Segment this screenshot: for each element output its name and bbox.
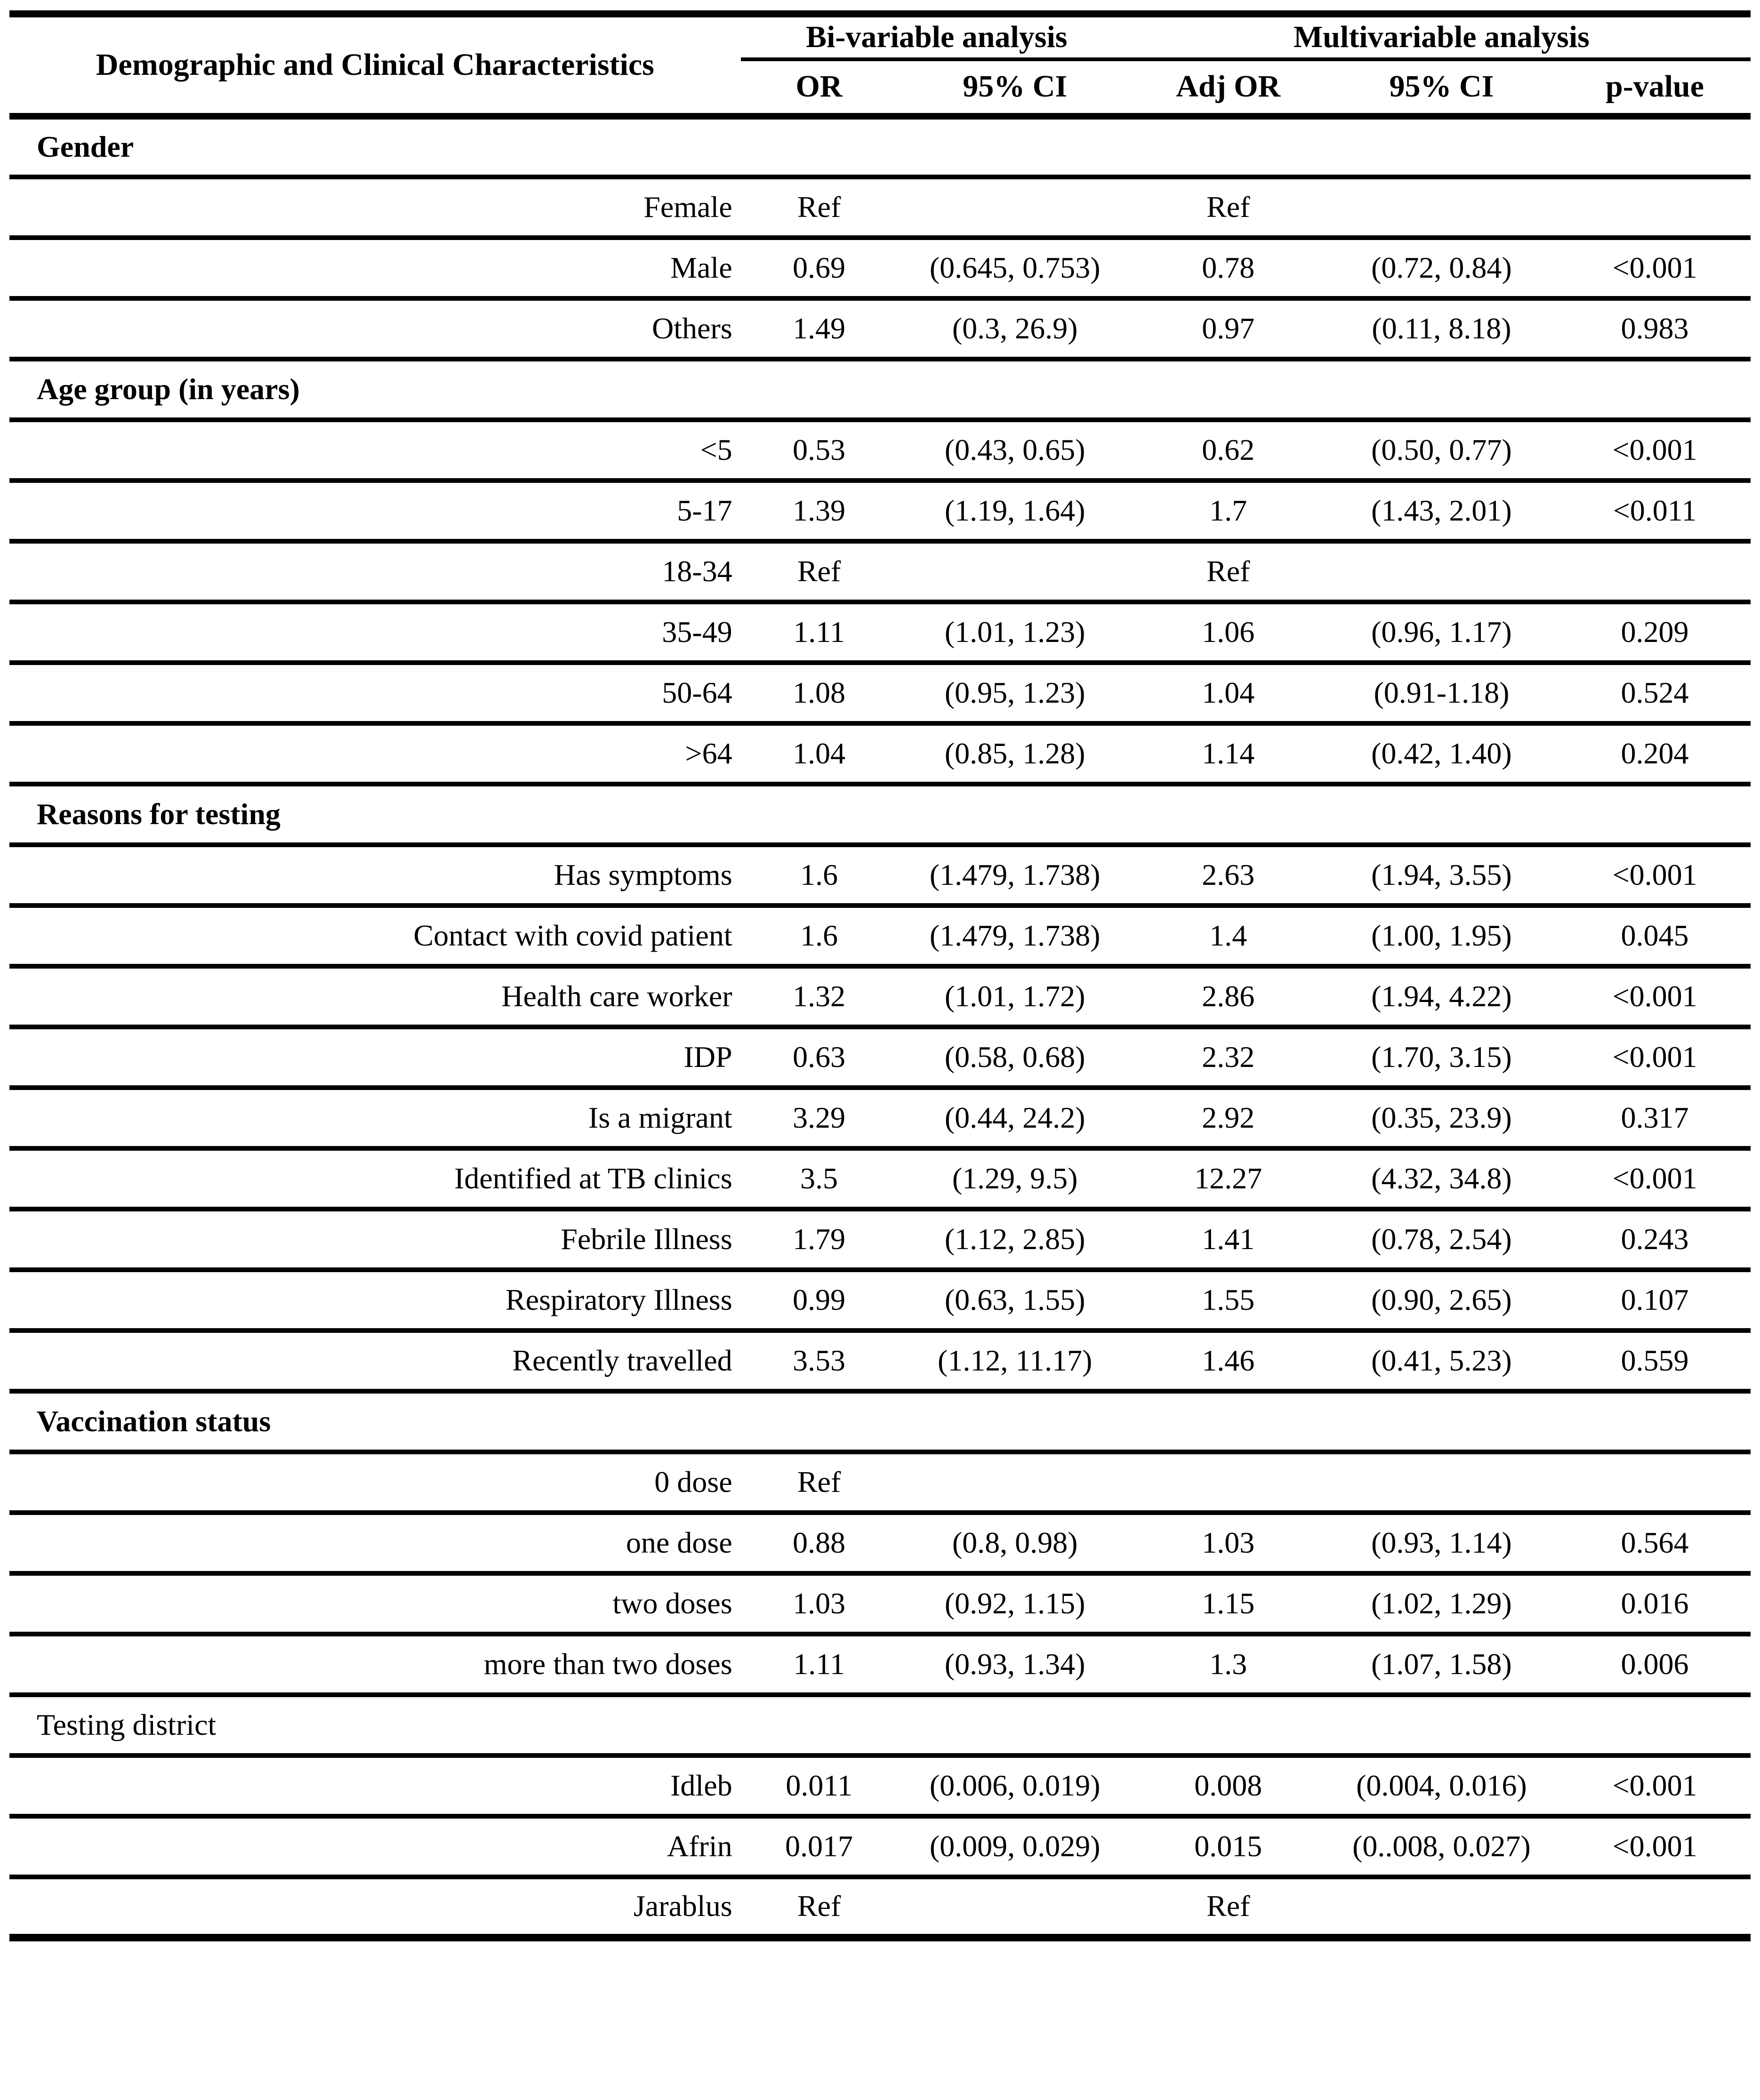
or-cell: 0.88 [741, 1513, 898, 1573]
ci-cell: (1.29, 9.5) [898, 1148, 1133, 1209]
p-value-cell: <0.001 [1559, 1027, 1751, 1088]
table-row [9, 1088, 1751, 1148]
table-row [9, 177, 1751, 238]
p-value-cell: 0.006 [1559, 1634, 1751, 1695]
row-label-cell: IDP [9, 1027, 741, 1088]
section-row [9, 116, 1751, 177]
table-row [9, 1270, 1751, 1331]
adj-or-cell: 2.86 [1133, 966, 1324, 1027]
table-row [9, 1634, 1751, 1695]
p-value-cell: <0.001 [1559, 845, 1751, 906]
adj-or-cell: 1.03 [1133, 1513, 1324, 1573]
adj-ci-cell: (0.35, 23.9) [1324, 1088, 1559, 1148]
adj-ci-cell [1324, 1452, 1559, 1513]
row-label-cell: Recently travelled [9, 1331, 741, 1391]
adj-or-cell: 1.46 [1133, 1331, 1324, 1391]
ci-cell: (0.006, 0.019) [898, 1755, 1133, 1816]
table-row [9, 602, 1751, 663]
or-cell: 0.69 [741, 238, 898, 298]
ci-cell [898, 541, 1133, 602]
row-label-cell: Contact with covid patient [9, 906, 741, 966]
ci-cell: (0.58, 0.68) [898, 1027, 1133, 1088]
multivariable-group-header: Multivariable analysis [1133, 14, 1751, 59]
adj-or-cell: 1.4 [1133, 906, 1324, 966]
table-row [9, 1209, 1751, 1270]
p-value-cell: 0.559 [1559, 1331, 1751, 1391]
adj-ci-cell: (0.96, 1.17) [1324, 602, 1559, 663]
p-value-cell: <0.001 [1559, 1148, 1751, 1209]
p-value-cell: 0.524 [1559, 663, 1751, 723]
row-label-cell: more than two doses [9, 1634, 741, 1695]
p-value-cell: <0.001 [1559, 1816, 1751, 1877]
row-label-cell: Male [9, 238, 741, 298]
p-value-cell: 0.204 [1559, 723, 1751, 784]
row-label-cell: Has symptoms [9, 845, 741, 906]
table-row [9, 1148, 1751, 1209]
or-cell: 1.79 [741, 1209, 898, 1270]
adj-or-cell: 0.62 [1133, 420, 1324, 481]
adj-or-cell: 1.06 [1133, 602, 1324, 663]
adj-ci-cell [1324, 541, 1559, 602]
table-body [9, 116, 1751, 1938]
ci-header-multivariable: 95% CI [1324, 59, 1559, 116]
or-cell: Ref [741, 541, 898, 602]
adj-or-cell: 2.63 [1133, 845, 1324, 906]
p-value-cell: <0.011 [1559, 481, 1751, 541]
ci-cell: (0.93, 1.34) [898, 1634, 1133, 1695]
row-label-cell: one dose [9, 1513, 741, 1573]
adj-or-cell: 2.32 [1133, 1027, 1324, 1088]
table-row [9, 298, 1751, 359]
table-row [9, 723, 1751, 784]
or-cell: 0.011 [741, 1755, 898, 1816]
adj-or-cell: 2.92 [1133, 1088, 1324, 1148]
row-label-cell: <5 [9, 420, 741, 481]
row-label-cell: Respiratory Illness [9, 1270, 741, 1331]
p-value-cell: 0.045 [1559, 906, 1751, 966]
adj-ci-cell: (1.70, 3.15) [1324, 1027, 1559, 1088]
row-label-cell: 35-49 [9, 602, 741, 663]
ci-cell: (1.12, 2.85) [898, 1209, 1133, 1270]
adj-ci-cell: (0.72, 0.84) [1324, 238, 1559, 298]
row-label-cell: Febrile Illness [9, 1209, 741, 1270]
ci-cell: (0.63, 1.55) [898, 1270, 1133, 1331]
row-label-cell: Health care worker [9, 966, 741, 1027]
adj-or-cell: 1.41 [1133, 1209, 1324, 1270]
or-cell: 1.11 [741, 602, 898, 663]
ci-cell [898, 1877, 1133, 1938]
adj-or-cell: Ref [1133, 541, 1324, 602]
table-row [9, 1816, 1751, 1877]
row-label-cell: Afrin [9, 1816, 741, 1877]
table-row [9, 845, 1751, 906]
or-cell: Ref [741, 1452, 898, 1513]
or-cell: 0.63 [741, 1027, 898, 1088]
or-header: OR [741, 59, 898, 116]
ci-cell [898, 177, 1133, 238]
section-label: Gender [9, 116, 1751, 177]
adj-ci-cell: (0.42, 1.40) [1324, 723, 1559, 784]
ci-cell: (0.92, 1.15) [898, 1573, 1133, 1634]
adj-or-cell: 12.27 [1133, 1148, 1324, 1209]
analysis-table [9, 10, 1751, 1941]
p-value-cell: 0.317 [1559, 1088, 1751, 1148]
section-row [9, 1695, 1751, 1755]
adj-or-cell: 1.3 [1133, 1634, 1324, 1695]
ci-cell: (0.8, 0.98) [898, 1513, 1133, 1573]
adj-or-cell [1133, 1452, 1324, 1513]
characteristics-header: Demographic and Clinical Characteristics [9, 14, 741, 116]
or-cell: 1.6 [741, 906, 898, 966]
ci-cell: (1.479, 1.738) [898, 906, 1133, 966]
adj-ci-cell: (0.93, 1.14) [1324, 1513, 1559, 1573]
adj-or-cell: 1.55 [1133, 1270, 1324, 1331]
p-value-cell: 0.209 [1559, 602, 1751, 663]
row-label-cell: 50-64 [9, 663, 741, 723]
adj-ci-cell: (1.00, 1.95) [1324, 906, 1559, 966]
or-cell: 1.6 [741, 845, 898, 906]
adj-ci-cell: (0..008, 0.027) [1324, 1816, 1559, 1877]
section-row [9, 359, 1751, 420]
ci-cell: (0.009, 0.029) [898, 1816, 1133, 1877]
row-label-cell: Idleb [9, 1755, 741, 1816]
adj-ci-cell: (1.07, 1.58) [1324, 1634, 1559, 1695]
adj-ci-cell: (1.43, 2.01) [1324, 481, 1559, 541]
table-row [9, 663, 1751, 723]
adj-ci-cell: (0.50, 0.77) [1324, 420, 1559, 481]
or-cell: 1.04 [741, 723, 898, 784]
or-cell: 0.99 [741, 1270, 898, 1331]
table-row [9, 420, 1751, 481]
row-label-cell: Is a migrant [9, 1088, 741, 1148]
adj-or-cell: 0.97 [1133, 298, 1324, 359]
ci-cell [898, 1452, 1133, 1513]
row-label-cell: Jarablus [9, 1877, 741, 1938]
or-cell: 3.5 [741, 1148, 898, 1209]
ci-cell: (1.01, 1.72) [898, 966, 1133, 1027]
p-value-cell: 0.243 [1559, 1209, 1751, 1270]
or-cell: Ref [741, 177, 898, 238]
p-value-cell [1559, 1877, 1751, 1938]
p-value-header: p-value [1559, 59, 1751, 116]
table-row [9, 966, 1751, 1027]
ci-header-bivariable: 95% CI [898, 59, 1133, 116]
adj-or-cell: 0.015 [1133, 1816, 1324, 1877]
adj-ci-cell: (0.78, 2.54) [1324, 1209, 1559, 1270]
ci-cell: (0.85, 1.28) [898, 723, 1133, 784]
table-row [9, 1027, 1751, 1088]
adj-or-cell: Ref [1133, 1877, 1324, 1938]
table-row [9, 1452, 1751, 1513]
or-cell: 3.29 [741, 1088, 898, 1148]
p-value-cell: 0.016 [1559, 1573, 1751, 1634]
section-label: Reasons for testing [9, 784, 1751, 845]
adj-ci-cell: (1.02, 1.29) [1324, 1573, 1559, 1634]
section-row [9, 784, 1751, 845]
adj-or-cell: 1.14 [1133, 723, 1324, 784]
ci-cell: (0.3, 26.9) [898, 298, 1133, 359]
p-value-cell: <0.001 [1559, 238, 1751, 298]
section-row [9, 1391, 1751, 1452]
table-row [9, 1755, 1751, 1816]
adj-ci-cell: (0.11, 8.18) [1324, 298, 1559, 359]
table-row [9, 1513, 1751, 1573]
adj-or-cell: 1.15 [1133, 1573, 1324, 1634]
section-label: Vaccination status [9, 1391, 1751, 1452]
adj-or-cell: 1.04 [1133, 663, 1324, 723]
or-cell: 1.39 [741, 481, 898, 541]
p-value-cell: 0.983 [1559, 298, 1751, 359]
adj-ci-cell: (0.004, 0.016) [1324, 1755, 1559, 1816]
table-row [9, 1573, 1751, 1634]
row-label-cell: >64 [9, 723, 741, 784]
ci-cell: (1.01, 1.23) [898, 602, 1133, 663]
table-row [9, 1331, 1751, 1391]
table-header [9, 14, 1751, 116]
adj-ci-cell: (1.94, 3.55) [1324, 845, 1559, 906]
or-cell: 3.53 [741, 1331, 898, 1391]
or-cell: 0.53 [741, 420, 898, 481]
adj-ci-cell: (4.32, 34.8) [1324, 1148, 1559, 1209]
section-label: Age group (in years) [9, 359, 1751, 420]
adj-or-cell: 0.78 [1133, 238, 1324, 298]
or-cell: Ref [741, 1877, 898, 1938]
adj-or-cell: 1.7 [1133, 481, 1324, 541]
or-cell: 1.11 [741, 1634, 898, 1695]
adj-ci-cell: (0.90, 2.65) [1324, 1270, 1559, 1331]
ci-cell: (0.43, 0.65) [898, 420, 1133, 481]
or-cell: 1.49 [741, 298, 898, 359]
row-label-cell: 0 dose [9, 1452, 741, 1513]
adj-ci-cell [1324, 1877, 1559, 1938]
table-row [9, 906, 1751, 966]
table-row [9, 1877, 1751, 1938]
row-label-cell: 18-34 [9, 541, 741, 602]
p-value-cell: <0.001 [1559, 1755, 1751, 1816]
or-cell: 1.08 [741, 663, 898, 723]
table-row [9, 541, 1751, 602]
or-cell: 1.03 [741, 1573, 898, 1634]
ci-cell: (1.19, 1.64) [898, 481, 1133, 541]
p-value-cell: <0.001 [1559, 420, 1751, 481]
row-label-cell: Others [9, 298, 741, 359]
adj-ci-cell [1324, 177, 1559, 238]
section-label: Testing district [9, 1695, 1751, 1755]
adj-ci-cell: (0.91-1.18) [1324, 663, 1559, 723]
ci-cell: (0.44, 24.2) [898, 1088, 1133, 1148]
table-row [9, 481, 1751, 541]
row-label-cell: 5-17 [9, 481, 741, 541]
ci-cell: (0.95, 1.23) [898, 663, 1133, 723]
ci-cell: (1.12, 11.17) [898, 1331, 1133, 1391]
p-value-cell [1559, 541, 1751, 602]
table-row [9, 238, 1751, 298]
or-cell: 1.32 [741, 966, 898, 1027]
p-value-cell [1559, 177, 1751, 238]
bivariable-group-header: Bi-variable analysis [741, 14, 1133, 59]
header-group-row [9, 14, 1751, 59]
p-value-cell [1559, 1452, 1751, 1513]
row-label-cell: two doses [9, 1573, 741, 1634]
adj-or-header: Adj OR [1133, 59, 1324, 116]
or-cell: 0.017 [741, 1816, 898, 1877]
adj-or-cell: 0.008 [1133, 1755, 1324, 1816]
ci-cell: (0.645, 0.753) [898, 238, 1133, 298]
row-label-cell: Female [9, 177, 741, 238]
adj-ci-cell: (0.41, 5.23) [1324, 1331, 1559, 1391]
p-value-cell: 0.107 [1559, 1270, 1751, 1331]
ci-cell: (1.479, 1.738) [898, 845, 1133, 906]
p-value-cell: 0.564 [1559, 1513, 1751, 1573]
adj-or-cell: Ref [1133, 177, 1324, 238]
p-value-cell: <0.001 [1559, 966, 1751, 1027]
adj-ci-cell: (1.94, 4.22) [1324, 966, 1559, 1027]
row-label-cell: Identified at TB clinics [9, 1148, 741, 1209]
